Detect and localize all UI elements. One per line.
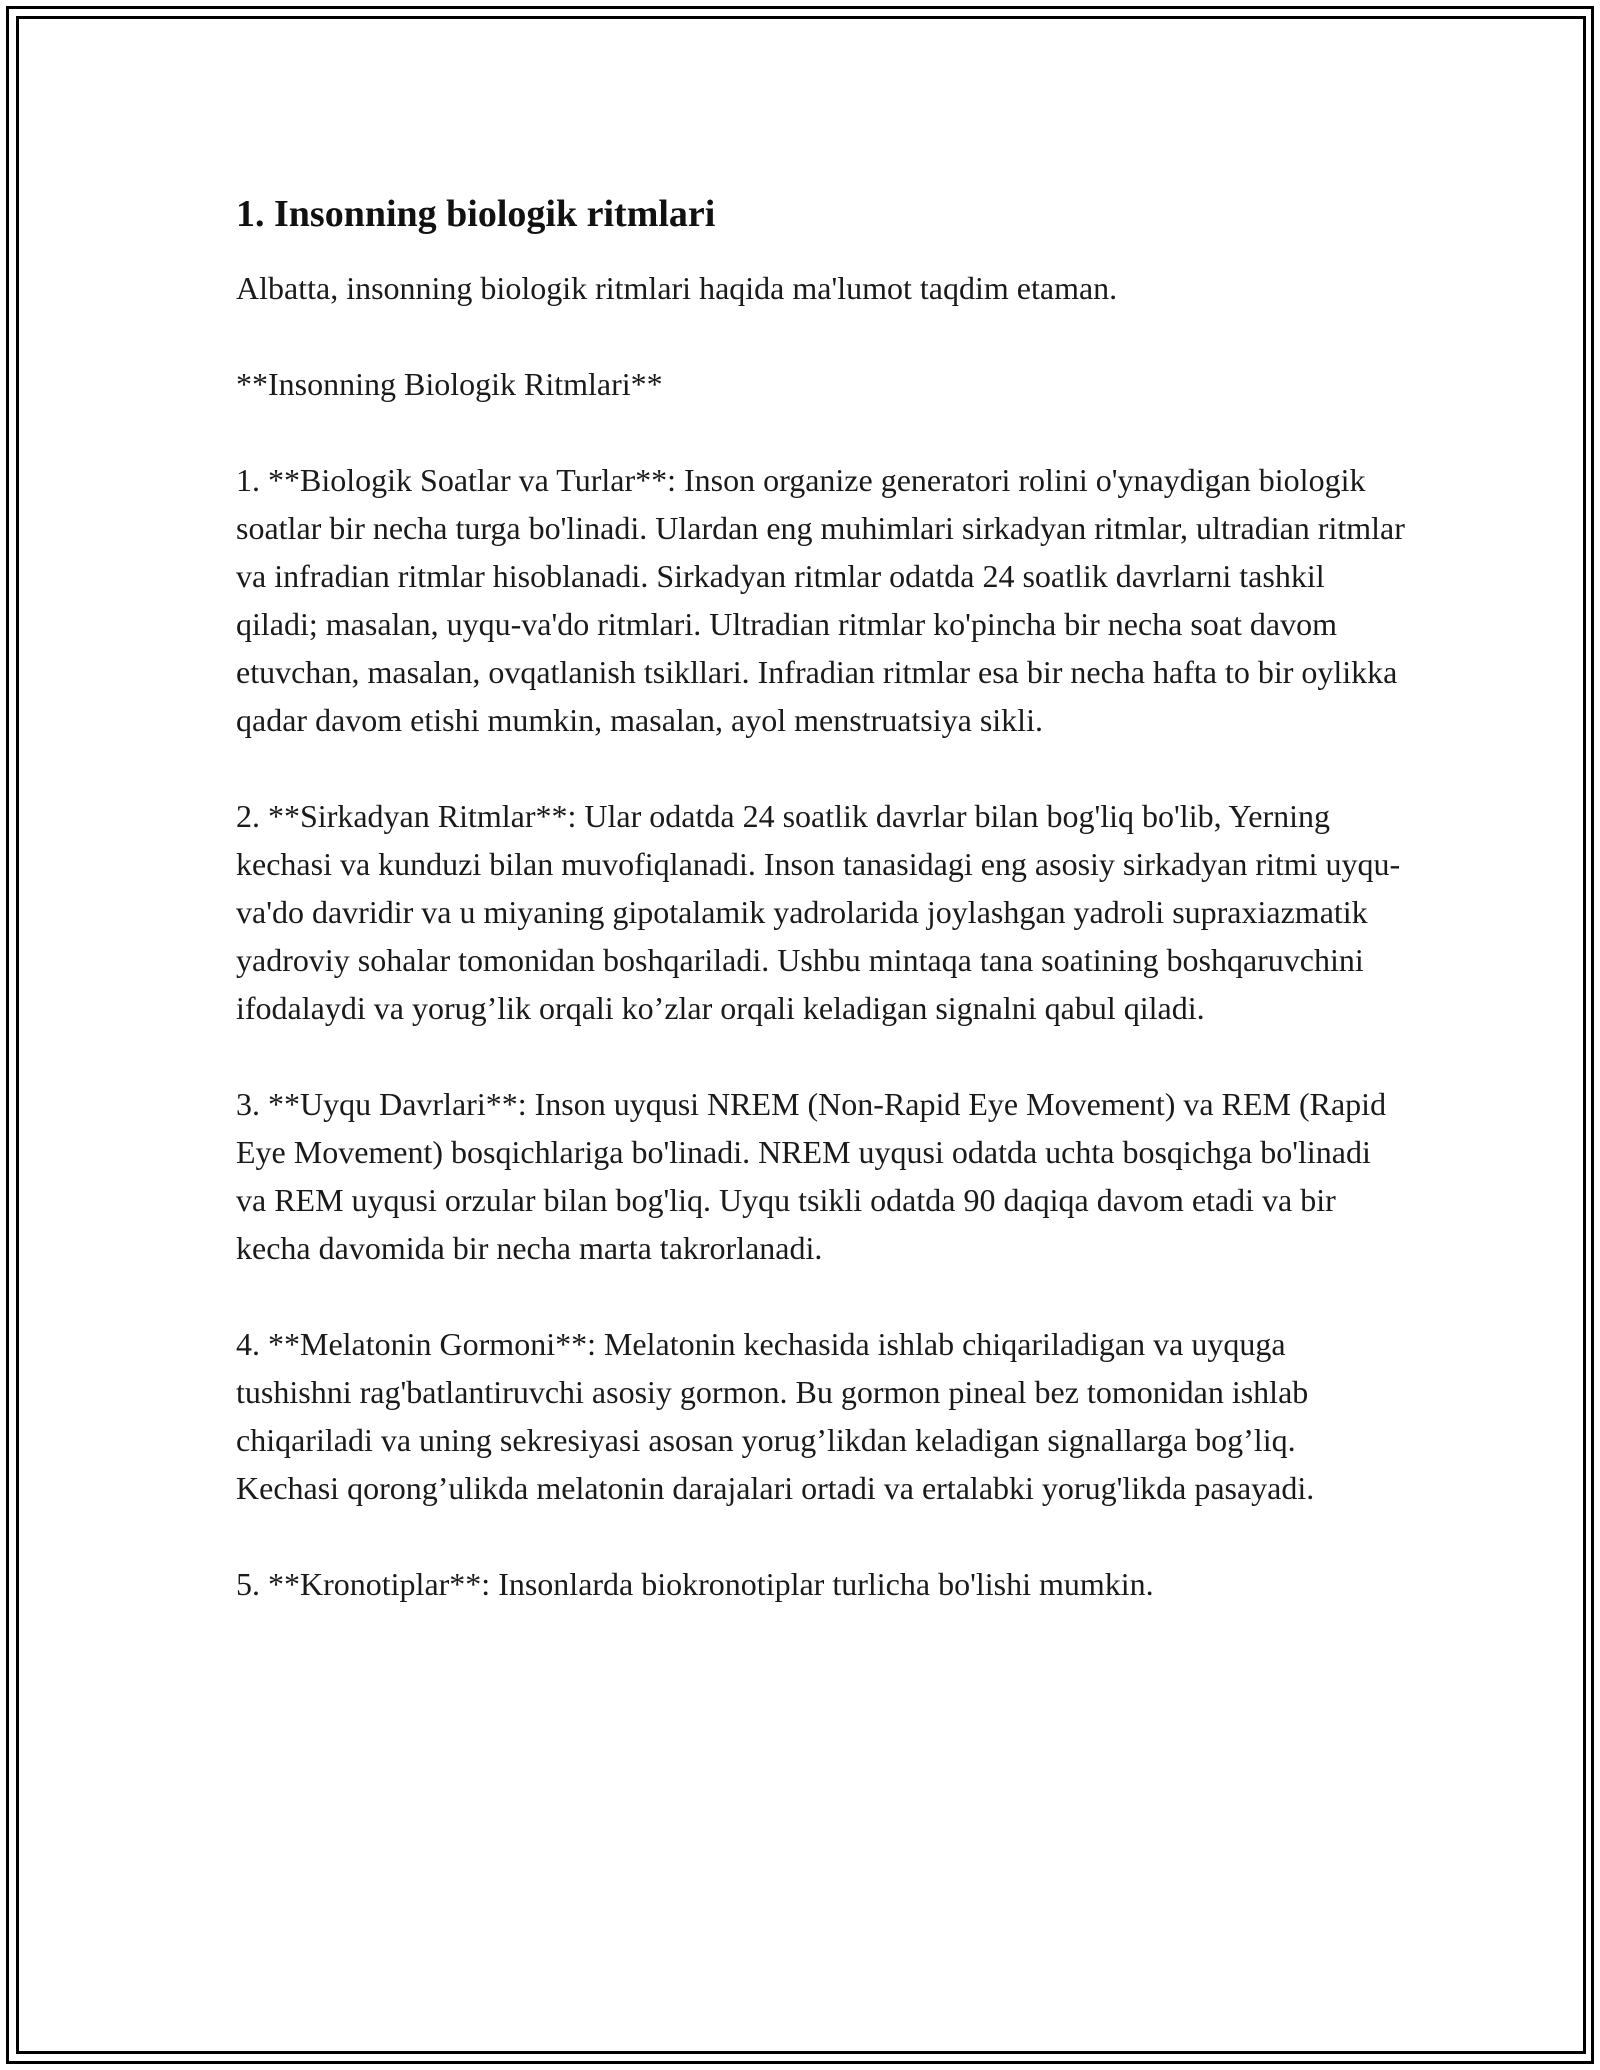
document-body [236,190,1406,1656]
document-title: 1. Insonning biologik ritmlari [236,193,716,235]
list-item-biological-clocks: 1. **Biologik Soatlar va Turlar**: Inson organize generatori rolini o'ynaydigan biologik soatlar bir necha turga bo'linadi. Ulardan eng muhimlari sirkadyan ritmlar, ultradian ritmlar va infradian ritmlar hisoblanadi. Sirkadyan ritmlar odatda 24 soatlik davrlarni tashkil qiladi; masalan, uyqu-va'do ritmlari. Ultradian ritmlar ko'pincha bir necha soat davom etuvchan, masalan, ovqatlanish tsikllari. Infradian ritmlar esa bir necha hafta to bir oylikka qadar davom etishi mumkin, masalan, ayol menstruatsiya sikli. [236,462,1405,738]
intro-paragraph: Albatta, insonning biologik ritmlari haqida ma'lumot taqdim etaman. [236,270,1118,306]
list-item-melatonin: 4. **Melatonin Gormoni**: Melatonin kechasida ishlab chiqariladigan va uyquga tushishni rag'batlantiruvchi asosiy gormon. Bu gormon pineal bez tomonidan ishlab chiqariladi va uning sekresiyasi asosan yorug’likdan keladigan signallarga bog’liq. Kechasi qorong’ulikda melatonin darajalari ortadi va ertalabki yorug'likda pasayadi. [236,1326,1315,1506]
list-item-chronotypes: 5. **Kronotiplar**: Insonlarda biokronotiplar turlicha bo'lishi mumkin. [236,1566,1154,1602]
subheading-paragraph: **Insonning Biologik Ritmlari** [236,366,663,402]
list-item-circadian-rhythms: 2. **Sirkadyan Ritmlar**: Ular odatda 24 soatlik davrlar bilan bog'liq bo'lib, Yerning kechasi va kunduzi bilan muvofiqlanadi. Inson tanasidagi eng asosiy sirkadyan ritmi uyqu-va'do davridir va u miyaning gipotalamik yadrolarida joylashgan yadroli supraxiazmatik yadroviy sohalar tomonidan boshqariladi. Ushbu mintaqa tana soatining boshqaruvchini ifodalaydi va yorug’lik orqali ko’zlar orqali keladigan signalni qabul qiladi. [236,798,1401,1026]
list-item-sleep-cycles: 3. **Uyqu Davrlari**: Inson uyqusi NREM (Non-Rapid Eye Movement) va REM (Rapid Eye Movement) bosqichlariga bo'linadi. NREM uyqusi odatda uchta bosqichga bo'linadi va REM uyqusi orzular bilan bog'liq. Uyqu tsikli odatda 90 daqiqa davom etadi va bir kecha davomida bir necha marta takrorlanadi. [236,1086,1387,1266]
